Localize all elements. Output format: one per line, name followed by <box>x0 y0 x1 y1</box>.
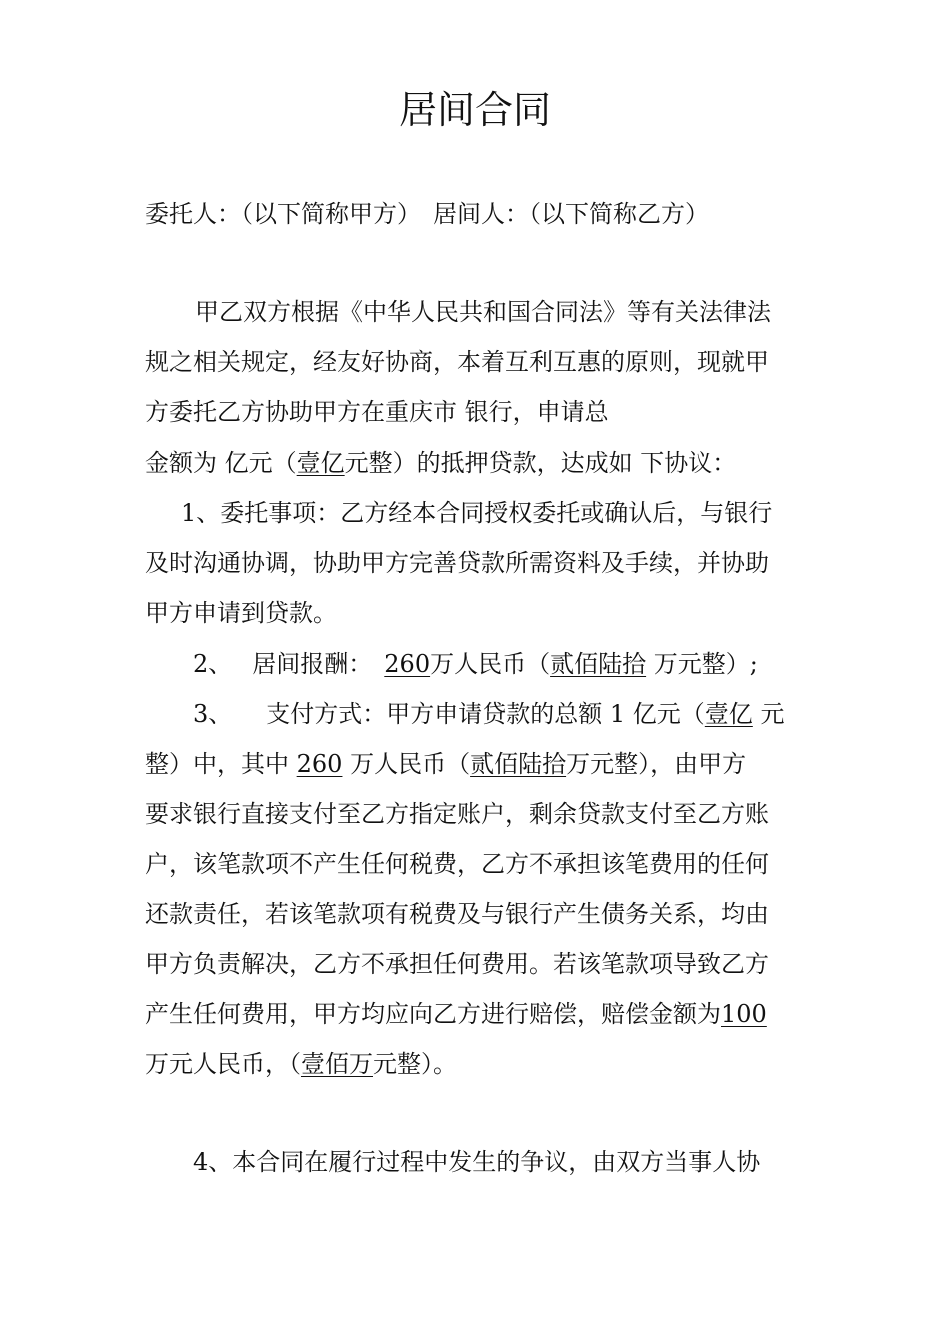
clause3-compensation-cn: 壹佰万 <box>301 1050 373 1078</box>
clause1-line-1: 1、委托事项：乙方经本合同授权委托或确认后，与银行 <box>181 499 773 527</box>
clause3-compensation-tail: 元整）。 <box>373 1050 457 1078</box>
clause3-line-6: 甲方负责解决，乙方不承担任何费用。若该笔款项导致乙方 <box>145 950 769 978</box>
intro-line-4 <box>145 446 736 480</box>
clause2-amount: 260 <box>384 650 431 678</box>
broker-label: 居间人： <box>433 200 529 228</box>
clause3-payment-text: 支付方式：甲方申请贷款的总额 1 亿元（ <box>266 700 705 728</box>
parties-line <box>145 197 709 231</box>
intro-amount-cn: 壹亿 <box>296 449 345 477</box>
intro-amount-text: 金额为 亿元（ <box>145 449 297 477</box>
clause3-compensation-text: 产生任何费用，甲方均应向乙方进行赔偿，赔偿金额为 <box>145 1000 721 1028</box>
clause3-text-a: 整）中，其中 <box>145 750 297 778</box>
clause2-tail: 万元整）; <box>646 650 758 678</box>
clause3-line-5: 还款责任，若该笔款项有税费及与银行产生债务关系，均由 <box>145 900 769 928</box>
clause3-compensation-amount: 100 <box>721 1000 767 1028</box>
clause3-total-cn: 壹亿 <box>704 700 753 728</box>
client-label: 委托人： <box>145 200 241 228</box>
intro-line-2: 规之相关规定，经友好协商，本着互利互惠的原则，现就甲 <box>145 348 769 376</box>
clause3-line-2 <box>145 747 746 781</box>
clause3-line-8 <box>145 1047 457 1081</box>
clause3-total-tail: 元 <box>752 700 785 728</box>
clause3-fee-amount: 260 <box>296 750 343 778</box>
intro-line-1: 甲乙双方根据《中华人民共和国合同法》等有关法律法 <box>195 298 771 326</box>
clause3-line-4: 户，该笔款项不产生任何税费，乙方不承担该笔费用的任何 <box>145 850 769 878</box>
clause2-line <box>193 647 758 681</box>
clause1-line-2: 及时沟通协调，协助甲方完善贷款所需资料及手续，并协助 <box>145 549 769 577</box>
clause2-unit: 万人民币（ <box>430 650 551 678</box>
clause3-line-7 <box>145 997 767 1031</box>
clause2-amount-cn: 贰佰陆拾 <box>550 650 647 678</box>
clause3-text-c: 万元整），由甲方 <box>566 750 747 778</box>
page-title: 居间合同 <box>398 88 551 132</box>
intro-agreement-text: 元整）的抵押贷款，达成如 下协议： <box>344 449 737 477</box>
clause3-text-b: 万人民币（ <box>342 750 471 778</box>
intro-line-3: 方委托乙方协助甲方在重庆市 银行，申请总 <box>145 398 609 426</box>
client-note: （以下简称甲方） <box>241 200 421 228</box>
clause3-compensation-unit: 万元人民币，（ <box>145 1050 301 1078</box>
clause3-line-3: 要求银行直接支付至乙方指定账户，剩余贷款支付至乙方账 <box>145 800 769 828</box>
clause3-line-1 <box>193 697 784 731</box>
clause2-label: 居间报酬： <box>252 650 373 678</box>
clause3-fee-cn: 贰佰陆拾 <box>470 750 567 778</box>
clause3-number: 3、 <box>193 700 233 728</box>
clause1-line-3: 甲方申请到贷款。 <box>145 599 337 627</box>
broker-note: （以下简称乙方） <box>529 200 709 228</box>
clause2-number: 2、 <box>193 650 233 678</box>
clause4-line-1: 4、本合同在履行过程中发生的争议，由双方当事人协 <box>193 1148 761 1176</box>
